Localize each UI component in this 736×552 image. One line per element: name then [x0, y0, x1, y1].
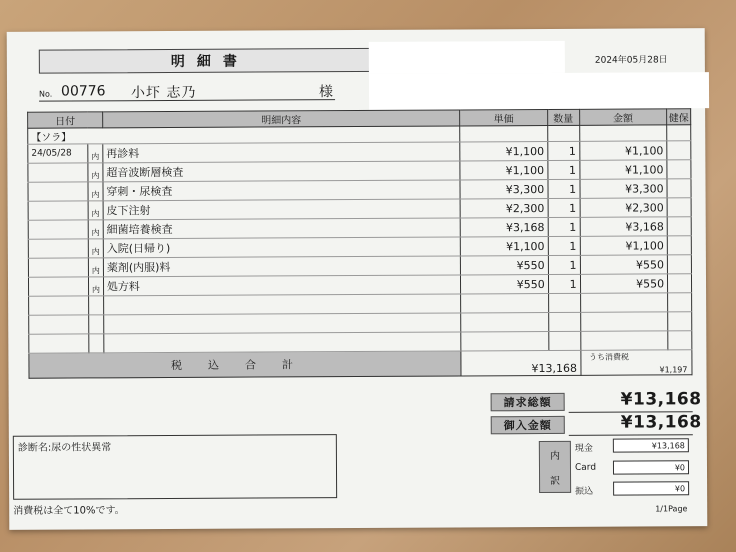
- billed-total-value: ¥13,168: [620, 389, 702, 410]
- row-insurance: [667, 217, 691, 236]
- row-unit-price: ¥3,168: [460, 217, 548, 236]
- received-amount-value: ¥13,168: [620, 412, 702, 433]
- billed-total-label: 請求総額: [491, 393, 565, 411]
- row-unit-price: ¥550: [461, 274, 549, 293]
- row-insurance: [667, 236, 691, 255]
- payment-cash-value: ¥13,168: [613, 438, 689, 452]
- total-value: ¥13,168: [461, 350, 581, 376]
- row-insurance: [667, 141, 691, 160]
- consumption-tax-value: ¥1,197: [659, 365, 688, 375]
- row-description: 入院(日帰り): [103, 237, 460, 258]
- received-amount-label: 御入金額: [491, 416, 565, 434]
- redacted-area-right: [369, 72, 709, 110]
- col-header-date: 日付: [28, 112, 103, 128]
- in-marker: 内: [88, 144, 103, 163]
- col-header-insurance: 健保: [667, 109, 691, 125]
- row-unit-price: ¥1,100: [460, 236, 548, 255]
- row-quantity: 1: [548, 141, 580, 160]
- row-amount: ¥550: [580, 255, 668, 274]
- row-insurance: [667, 255, 691, 274]
- consumption-tax-label: うち消費税: [588, 352, 629, 362]
- breakdown-label-top: 内: [549, 450, 560, 462]
- row-description: 再診料: [103, 142, 460, 163]
- section-label: 【ソラ】: [28, 126, 460, 144]
- row-date: [28, 239, 88, 258]
- in-marker: 内: [88, 163, 103, 182]
- in-marker: 内: [88, 239, 103, 258]
- payment-card-value: ¥0: [613, 460, 689, 474]
- payment-transfer-value: ¥0: [613, 481, 689, 495]
- row-quantity: 1: [548, 236, 580, 255]
- row-quantity: 1: [548, 179, 580, 198]
- row-description: 穿刺・尿検査: [103, 180, 460, 201]
- row-quantity: 1: [548, 274, 580, 293]
- items-table: [27, 108, 692, 378]
- row-amount: ¥1,100: [579, 160, 667, 179]
- breakdown-label-box: [539, 441, 571, 493]
- row-quantity: 1: [548, 255, 580, 274]
- row-quantity: 1: [548, 160, 580, 179]
- document-title-text: 明細書: [170, 53, 249, 70]
- row-amount: ¥3,168: [580, 217, 668, 236]
- row-date: [28, 201, 88, 220]
- receipt-number: 00776: [60, 83, 106, 100]
- receipt-sheet: [7, 28, 708, 530]
- row-unit-price: ¥3,300: [460, 180, 548, 199]
- row-amount: ¥2,300: [580, 198, 668, 217]
- row-unit-price: ¥2,300: [460, 198, 548, 217]
- document-title: [39, 48, 381, 74]
- row-amount: ¥550: [580, 274, 668, 293]
- row-date: [28, 163, 88, 182]
- row-date: [28, 182, 88, 201]
- consumption-tax-cell: [580, 350, 692, 376]
- breakdown-label-bottom: 訳: [550, 475, 561, 487]
- in-marker: 内: [88, 182, 103, 201]
- row-insurance: [668, 274, 692, 293]
- row-insurance: [667, 160, 691, 179]
- row-quantity: 1: [548, 198, 580, 217]
- issue-date: 2024年05月28日: [594, 55, 668, 66]
- row-date: [28, 258, 88, 277]
- row-date: [28, 277, 88, 296]
- redacted-area-top: [369, 41, 565, 74]
- row-quantity: 1: [548, 217, 580, 236]
- row-unit-price: ¥1,100: [460, 142, 548, 161]
- diagnosis-box: [13, 434, 337, 500]
- row-date: 24/05/28: [28, 144, 88, 163]
- row-insurance: [667, 198, 691, 217]
- row-unit-price: ¥550: [461, 255, 549, 274]
- col-header-unit-price: 単価: [460, 110, 548, 126]
- col-header-description: 明細内容: [102, 110, 459, 128]
- row-amount: ¥3,300: [580, 179, 668, 198]
- row-description: 細菌培養検査: [103, 218, 460, 239]
- row-amount: ¥1,100: [580, 236, 668, 255]
- patient-name: 小圷 志乃: [130, 84, 197, 102]
- in-marker: 内: [88, 201, 103, 220]
- payment-transfer-label: 振込: [575, 486, 594, 497]
- row-description: 超音波断層検査: [103, 161, 460, 182]
- page-number: 1/1Page: [655, 504, 688, 514]
- col-header-amount: 金額: [579, 109, 667, 125]
- received-underline: [569, 434, 693, 436]
- row-description: 処方料: [103, 275, 460, 296]
- tax-note: 消費税は全て10%です。: [13, 505, 125, 517]
- col-header-quantity: 数量: [547, 109, 579, 125]
- total-label: 税込合計: [29, 351, 461, 378]
- row-description: 薬剤(内服)料: [103, 256, 460, 277]
- row-amount: ¥1,100: [579, 141, 667, 160]
- total-row: [29, 350, 692, 378]
- honorific: 様: [318, 84, 334, 101]
- row-unit-price: ¥1,100: [460, 161, 548, 180]
- row-date: [28, 220, 88, 239]
- in-marker: 内: [88, 258, 103, 277]
- in-marker: 内: [88, 277, 103, 296]
- number-label: No.: [39, 89, 53, 99]
- in-marker: 内: [88, 220, 103, 239]
- diagnosis-text: 診断名:尿の性状異常: [17, 442, 112, 454]
- payment-cash-label: 現金: [574, 443, 593, 454]
- row-description: 皮下注射: [103, 199, 460, 220]
- row-insurance: [667, 179, 691, 198]
- payment-card-label: Card: [574, 462, 597, 473]
